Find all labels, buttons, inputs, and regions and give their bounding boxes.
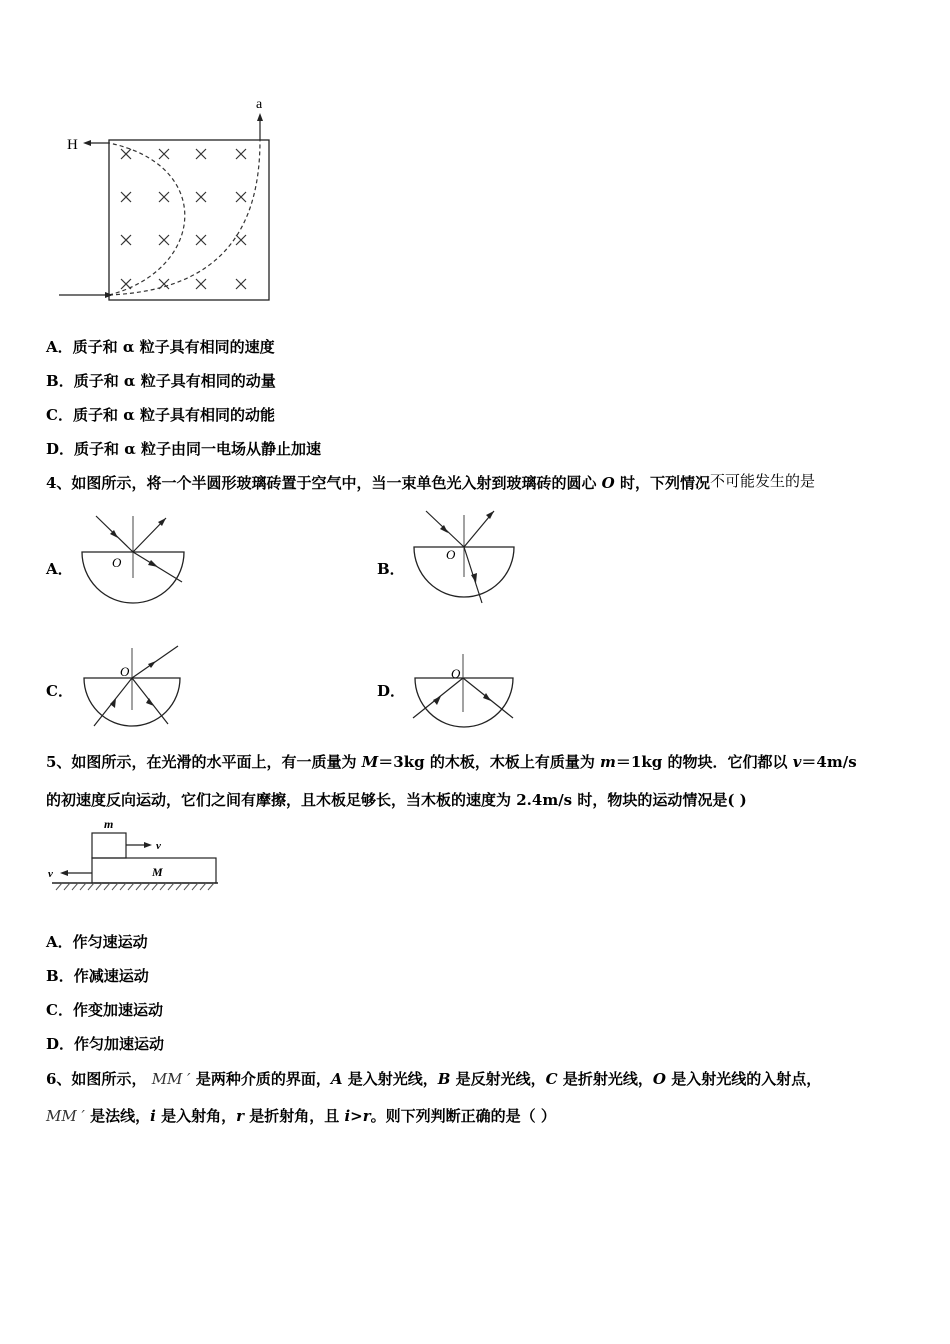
q4-option-c-label: C． — [46, 682, 73, 700]
q4-stem: 4、如图所示，将一个半圆形玻璃砖置于空气中，当一束单色光入射到玻璃砖的圆心 O 时，下列情况不可能发生的是 — [46, 472, 815, 492]
q5-stem-line2: 的初速度反向运动，它们之间有摩擦，且木板足够长，当木板的速度为 2.4m/s 时，物块的运动情况是( ) — [46, 791, 747, 809]
q5-stem-line1: 5、如图所示，在光滑的水平面上，有一质量为 M＝3kg 的木板，木板上有质量为 m＝1kg 的物块．它们都以 v＝4m/s — [46, 753, 857, 771]
svg-text:M: M — [152, 865, 163, 879]
q4-option-d-label: D． — [377, 682, 406, 700]
label-a: a — [256, 97, 263, 112]
svg-text:O: O — [120, 664, 130, 679]
svg-text:m: m — [104, 817, 114, 831]
q3-option-d: D．质子和 α 粒子由同一电场从静止加速 — [46, 440, 322, 458]
q4-figure-c — [80, 640, 190, 735]
q3-option-c: C．质子和 α 粒子具有相同的动能 — [46, 406, 275, 424]
q6-stem-line2: MM ′ 是法线，i 是入射角，r 是折射角，且 i>r。则下列判断正确的是（ ） — [46, 1107, 556, 1125]
q5-option-d: D．作匀加速运动 — [46, 1035, 165, 1053]
q3-figure — [55, 95, 285, 310]
svg-text:O: O — [446, 547, 456, 562]
label-h: H — [67, 137, 78, 153]
trajectory-h — [109, 143, 185, 295]
q5-option-a: A．作匀速运动 — [46, 933, 148, 951]
q4-figure-b — [408, 505, 528, 610]
svg-text:O: O — [451, 666, 461, 681]
svg-text:v: v — [156, 840, 161, 852]
q4-figure-a — [78, 508, 198, 608]
q5-option-b: B．作减速运动 — [46, 967, 149, 985]
q3-option-a: A．质子和 α 粒子具有相同的速度 — [46, 338, 275, 356]
q6-stem-line1: 6、如图所示， MM ′ 是两种介质的界面，A 是入射光线，B 是反射光线，C 是折射光线，O 是入射光线的入射点， — [46, 1070, 822, 1088]
q5-figure — [46, 815, 221, 900]
q4-option-a-label: A． — [46, 560, 73, 578]
svg-text:v: v — [48, 868, 53, 880]
q5-option-c: C．作变加速运动 — [46, 1001, 163, 1019]
q4-figure-d — [405, 650, 520, 730]
q4-option-b-label: B． — [377, 560, 405, 578]
svg-text:O: O — [112, 555, 122, 570]
field-crosses — [121, 149, 246, 289]
q3-option-b: B．质子和 α 粒子具有相同的动量 — [46, 372, 276, 390]
